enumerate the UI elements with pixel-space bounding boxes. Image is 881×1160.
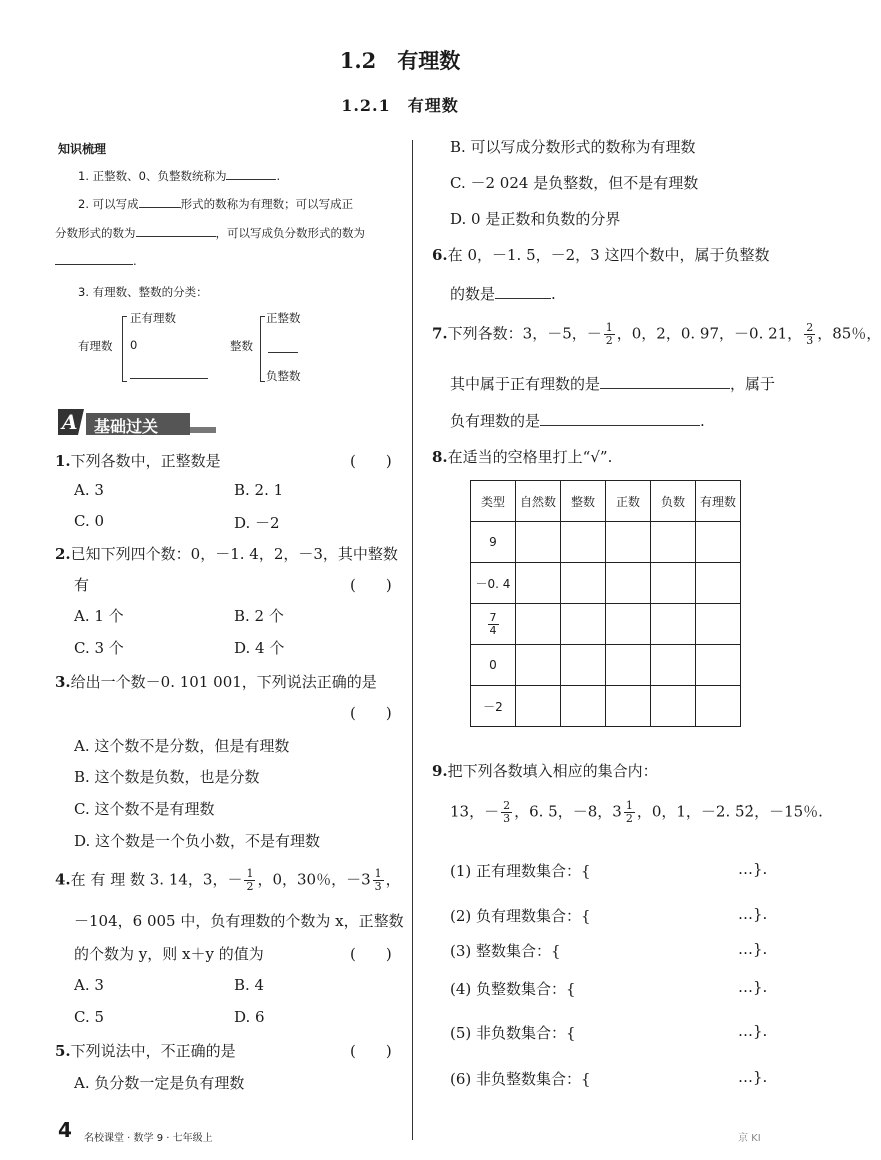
option-c[interactable]: C. －2 024 是负整数，但不是有理数 (450, 174, 699, 192)
set-non-negative[interactable]: (5) 非负数集合：{ (450, 1024, 576, 1042)
option-b[interactable]: B. 2 个 (234, 607, 284, 625)
question-5-stem: 5.下列说法中，不正确的是 (55, 1042, 236, 1060)
row-label: 9 (471, 522, 516, 563)
integer-brace (260, 316, 265, 382)
option-d[interactable]: D. 这个数是一个负小数，不是有理数 (74, 832, 321, 850)
rational-branch-zero: 0 (130, 338, 138, 352)
check-cell[interactable] (696, 563, 741, 604)
table-header-row (471, 481, 741, 522)
check-cell[interactable] (651, 686, 696, 727)
set-positive-rational[interactable]: (1) 正有理数集合：{ (450, 862, 591, 880)
rational-brace (122, 316, 127, 382)
table-header: 类型 (471, 481, 516, 522)
answer-blank[interactable] (600, 388, 730, 389)
table-row (471, 645, 741, 686)
option-a[interactable]: A. 3 (74, 976, 104, 994)
answer-paren[interactable]: ( ) (350, 576, 392, 594)
set-end: …}. (738, 940, 768, 958)
option-b[interactable]: B. 可以写成分数形式的数称为有理数 (450, 138, 696, 156)
fraction: $\frac{1}{2}$ (605, 321, 613, 347)
set-integer[interactable]: (3) 整数集合：{ (450, 942, 561, 960)
option-d[interactable]: D. 4 个 (234, 639, 285, 657)
check-cell[interactable] (606, 645, 651, 686)
section-title: 1.2.1 有理数 (341, 96, 459, 115)
answer-paren[interactable]: ( ) (350, 704, 392, 722)
check-cell[interactable] (606, 686, 651, 727)
check-cell[interactable] (696, 645, 741, 686)
question-7-line3: 负有理数的是 . (450, 412, 705, 430)
question-7-stem: 7.下列各数：3，－5，－ $\frac{1}{2}$ ，0，2，0. 97，－0. 21， $\frac{2}{3}$ ，85％， (432, 321, 881, 347)
fraction: $\frac{2}{3}$ (806, 321, 814, 347)
knowledge-item-2-line3: . (55, 254, 137, 268)
fraction: $\frac{1}{3}$ (374, 867, 382, 893)
rational-label: 有理数 (78, 339, 113, 353)
answer-blank[interactable] (268, 352, 298, 353)
set-end: …}. (738, 1068, 768, 1086)
book-title: 名校课堂 · 数学 9 · 七年级上 (84, 1133, 213, 1144)
answer-paren[interactable]: ( ) (350, 945, 392, 963)
answer-blank[interactable] (55, 264, 133, 265)
fraction: $\frac{7}{4}$ (489, 610, 497, 637)
classification-table (470, 480, 741, 727)
check-cell[interactable] (696, 604, 741, 645)
check-cell[interactable] (561, 563, 606, 604)
integer-branch-positive: 正整数 (266, 311, 301, 325)
option-a[interactable]: A. 3 (74, 481, 104, 499)
option-a[interactable]: A. 1 个 (74, 607, 124, 625)
question-1-stem: 1.下列各数中，正整数是 (55, 452, 221, 470)
answer-paren[interactable]: ( ) (350, 1042, 392, 1060)
answer-blank[interactable] (495, 298, 551, 299)
question-4-stem: 4.在 有 理 数 3. 14，3，－ $\frac{1}{2}$ ，0，30％，－3 $\frac{1}{3}$ ， (55, 867, 401, 893)
column-divider (412, 140, 413, 1140)
check-cell[interactable] (516, 563, 561, 604)
check-cell[interactable] (606, 563, 651, 604)
table-header: 正数 (606, 481, 651, 522)
integer-branch-negative: 负整数 (266, 369, 301, 383)
set-non-negative-integer[interactable]: (6) 非负整数集合：{ (450, 1070, 591, 1088)
set-end: …}. (738, 978, 768, 996)
check-cell[interactable] (561, 686, 606, 727)
option-c[interactable]: C. 3 个 (74, 639, 124, 657)
check-cell[interactable] (606, 522, 651, 563)
row-label (471, 604, 516, 645)
question-9-numbers: 13，－ $\frac{2}{3}$ ，6. 5，－8，3 $\frac{1}{2}$ ，0，1，－2. 5̇2̇，－15％. (450, 799, 823, 825)
table-row (471, 522, 741, 563)
question-2-stem: 2.已知下列四个数：0，－1. 4，2，－3，其中整数 (55, 545, 398, 563)
check-cell[interactable] (561, 522, 606, 563)
check-cell[interactable] (516, 604, 561, 645)
answer-blank[interactable] (540, 425, 700, 426)
knowledge-item-1: 1. 正整数、0、负整数统称为 . (78, 169, 281, 183)
option-a[interactable]: A. 负分数一定是负有理数 (74, 1074, 245, 1092)
check-cell[interactable] (516, 645, 561, 686)
option-b[interactable]: B. 4 (234, 976, 265, 994)
question-3-stem: 3.给出一个数－0. 101 001，下列说法正确的是 (55, 673, 377, 691)
option-c[interactable]: C. 5 (74, 1008, 105, 1026)
rational-branch-positive: 正有理数 (130, 311, 176, 325)
check-cell[interactable] (651, 645, 696, 686)
set-negative-integer[interactable]: (4) 负整数集合：{ (450, 980, 576, 998)
table-row (471, 604, 741, 645)
option-c[interactable]: C. 0 (74, 512, 105, 530)
row-label: －0. 4 (471, 563, 516, 604)
option-d[interactable]: D. 6 (234, 1008, 265, 1026)
question-9-stem: 9.把下列各数填入相应的集合内： (432, 762, 658, 780)
table-row (471, 686, 741, 727)
banner-letter: A (62, 410, 78, 434)
set-end: …}. (738, 860, 768, 878)
check-cell[interactable] (561, 645, 606, 686)
option-d[interactable]: D. 0 是正数和负数的分界 (450, 210, 621, 228)
table-header: 整数 (561, 481, 606, 522)
option-b[interactable]: B. 2. 1 (234, 481, 284, 499)
set-end: …}. (738, 905, 768, 923)
set-negative-rational[interactable]: (2) 负有理数集合：{ (450, 907, 591, 925)
check-cell[interactable] (651, 604, 696, 645)
question-2-stem-line2: 有 (74, 576, 90, 594)
check-cell[interactable] (651, 522, 696, 563)
table-header: 自然数 (516, 481, 561, 522)
knowledge-item-3: 3. 有理数、整数的分类： (78, 285, 208, 299)
answer-blank[interactable] (226, 179, 276, 180)
page-number: 4 (58, 1118, 72, 1142)
check-cell[interactable] (606, 604, 651, 645)
set-end: …}. (738, 1022, 768, 1040)
knowledge-heading: 知识梳理 (58, 142, 107, 156)
page-title: 1.2 有理数 (339, 48, 461, 73)
check-cell[interactable] (516, 522, 561, 563)
fraction: $\frac{1}{2}$ (625, 799, 633, 825)
section-banner (58, 405, 218, 437)
option-c[interactable]: C. 这个数不是有理数 (74, 800, 215, 818)
check-cell[interactable] (516, 686, 561, 727)
check-cell[interactable] (561, 604, 606, 645)
answer-blank[interactable] (139, 207, 181, 208)
option-a[interactable]: A. 这个数不是分数，但是有理数 (74, 737, 290, 755)
question-6-line2: 的数是 . (450, 285, 556, 303)
question-8-stem: 8.在适当的空格里打上“√”. (432, 448, 613, 466)
fraction: $\frac{1}{2}$ (246, 867, 254, 893)
check-cell[interactable] (696, 686, 741, 727)
check-cell[interactable] (696, 522, 741, 563)
fraction: $\frac{2}{3}$ (503, 799, 511, 825)
integer-label: 整数 (230, 339, 253, 353)
knowledge-item-2: 2. 可以写成 形式的数称为有理数；可以写成正 (78, 197, 354, 211)
table-row (471, 563, 741, 604)
table-header: 有理数 (696, 481, 741, 522)
question-4-line2: －104，6 005 中，负有理数的个数为 x，正整数 (74, 912, 404, 930)
option-d[interactable]: D. －2 (234, 514, 280, 532)
option-b[interactable]: B. 这个数是负数，也是分数 (74, 768, 260, 786)
question-4-line3: 的个数为 y，则 x＋y 的值为 (74, 945, 264, 963)
knowledge-item-2-line2: 分数形式的数为 ，可以写成负分数形式的数为 (55, 226, 365, 240)
question-6-stem: 6.在 0，－1. 5，－2，3 这四个数中，属于负整数 (432, 246, 770, 264)
table-header: 负数 (651, 481, 696, 522)
check-cell[interactable] (651, 563, 696, 604)
row-label: －2 (471, 686, 516, 727)
banner-text: 基础过关 (94, 417, 159, 436)
answer-blank[interactable] (130, 378, 208, 379)
publisher-mark: 京 KI (738, 1133, 761, 1144)
answer-paren[interactable]: ( ) (350, 452, 392, 470)
question-7-line2: 其中属于正有理数的是 ，属于 (450, 375, 776, 393)
row-label: 0 (471, 645, 516, 686)
answer-blank[interactable] (136, 236, 216, 237)
